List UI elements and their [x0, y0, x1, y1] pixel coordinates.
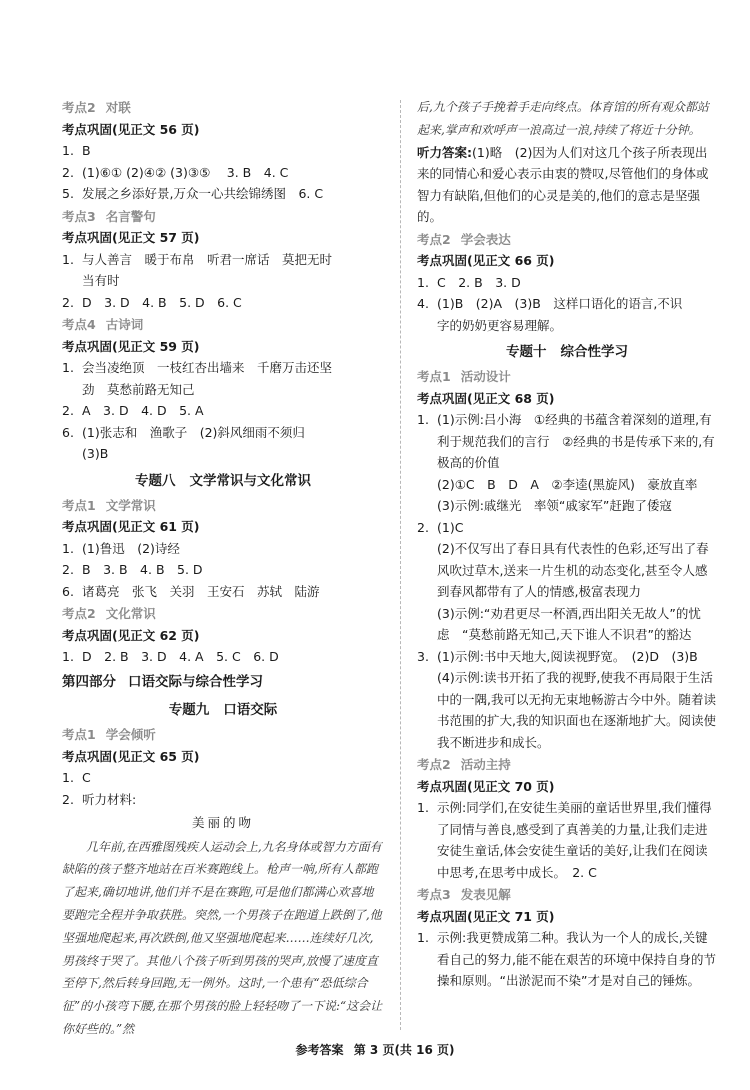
- answer-line: 1. 示例:我更赞成第二种。我认为一个人的成长,关键看自己的努力,能不能在艰苦的环境中保持自身的节操和原则。“出淤泥而不染”才是对自己的锤炼。: [417, 930, 716, 989]
- answer-line: 2. 听力材料:: [62, 791, 137, 807]
- part-heading: 第四部分 口语交际与综合性学习: [62, 673, 263, 690]
- answer-continuation: (2)①C B D A ②李逵(黑旋风) 豪放直率: [437, 476, 698, 492]
- section-heading: 考点4 古诗词: [62, 317, 144, 332]
- answer-continuation: 字的奶奶更容易理解。: [437, 317, 563, 333]
- passage-paragraph: 后,九个孩子手挽着手走向终点。体育馆的所有观众都站起来,掌声和欢呼声一浪高过一浪,持续了将近十分钟。: [417, 100, 709, 137]
- answer-line: 4. (1)B (2)A (3)B 这样口语化的语言,不识: [417, 296, 683, 312]
- section-heading: 考点1 文学常识: [62, 497, 156, 513]
- section-heading: 考点3 发表见解: [417, 887, 511, 903]
- section-heading: 考点1 学会倾听: [62, 727, 156, 743]
- answer-line: 2. D 3. D 4. B 5. D 6. C: [62, 294, 242, 310]
- answer-line: 3. (1)示例:书中天地大,阅读视野宽。 (2)D (3)B: [417, 648, 698, 664]
- answer-line: 1. C 2. B 3. D: [417, 274, 521, 290]
- answer-line: 2. B 3. B 4. B 5. D: [62, 562, 203, 578]
- page-footer: [0, 1040, 750, 1061]
- section-heading: 考点1 活动设计: [417, 369, 511, 385]
- answer-continuation: (2)不仅写出了春日具有代表性的色彩,还写出了春风吹过草木,送来一片生机的动态变化,甚至令人感到春风都带有了人的情感,极富表现力: [437, 541, 709, 600]
- practice-heading: 考点巩固(见正文 57 页): [62, 230, 200, 245]
- practice-heading: 考点巩固(见正文 66 页): [417, 253, 555, 269]
- answer-line: 1. 会当凌绝顶 一枝红杏出墙来 千磨万击还坚: [62, 360, 333, 375]
- answer-line: 1. D 2. B 3. D 4. A 5. C 6. D: [62, 649, 279, 665]
- section-heading: 考点3 名言警句: [62, 208, 156, 224]
- handwritten-passage: [417, 96, 717, 142]
- answer-line: 2. A 3. D 4. D 5. A: [62, 403, 204, 418]
- handwritten-passage: [62, 836, 384, 1041]
- practice-heading: 考点巩固(见正文 61 页): [62, 519, 200, 535]
- answer-line: 6. (1)张志和 渔歌子 (2)斜风细雨不须归: [62, 424, 305, 440]
- answer-line: 6. 诸葛亮 张飞 关羽 王安石 苏轼 陆游: [62, 583, 320, 599]
- listening-answer: 听力答案:(1)略 (2)因为人们对这几个孩子所表现出来的同情心和爱心表示由衷的赞叹,尽管他们的身体或智力有缺陷,但他们的心灵是美的,他们的意志是坚强的。: [417, 144, 709, 225]
- left-column: [62, 96, 384, 1041]
- answer-line: 1. C: [62, 770, 91, 786]
- practice-heading: 考点巩固(见正文 70 页): [417, 778, 555, 794]
- answer-continuation: (3)示例:戚继光 率领“戚家军”赶跑了倭寇: [437, 498, 672, 514]
- answer-line: 1. (1)鲁迅 (2)诗经: [62, 540, 180, 556]
- practice-heading: 考点巩固(见正文 71 页): [417, 908, 555, 924]
- footer-label: 参考答案: [295, 1043, 344, 1057]
- answer-continuation: 当有时: [82, 273, 120, 288]
- section-heading: 考点2 学会表达: [417, 231, 511, 247]
- answer-continuation: 劲 莫愁前路无知己: [82, 381, 195, 397]
- answer-line: 1. B: [62, 143, 91, 158]
- practice-heading: 考点巩固(见正文 65 页): [62, 748, 200, 764]
- answer-line: 1. (1)示例:吕小海 ①经典的书蕴含着深刻的道理,有利于规范我们的言行 ②经典的书是传承下来的,有极高的价值: [417, 412, 715, 471]
- answer-continuation: (3)B: [82, 446, 109, 461]
- section-heading: 考点2 对联: [62, 100, 131, 115]
- answer-line: 1. 与人善言 暖于布帛 听君一席话 莫把无时: [62, 251, 333, 267]
- answer-line: 1. 示例:同学们,在安徒生美丽的童话世界里,我们懂得了同情与善良,感受到了真善美的力量,让我们走进安徒生童话,体会安徒生童话的美好,让我们在阅读中思考,在思考中成长。 2. C: [417, 800, 712, 880]
- answer-line: 2. (1)C: [417, 519, 464, 535]
- practice-heading: 考点巩固(见正文 59 页): [62, 338, 200, 354]
- section-heading: 考点2 文化常识: [62, 606, 156, 622]
- answer-continuation: (3)示例:“劝君更尽一杯酒,西出阳关无故人”的忧虑 “莫愁前路无知己,天下谁人不识君”的豁达: [437, 605, 701, 643]
- answer-line: 5. 发展之乡添好景,万众一心共绘锦绣图 6. C: [62, 186, 324, 201]
- page-number: 第 3 页(共 16 页): [353, 1043, 455, 1057]
- right-column: [417, 96, 717, 992]
- column-divider: [400, 100, 401, 1030]
- answer-line: 2. (1)⑥① (2)④② (3)③⑤ 3. B 4. C: [62, 164, 289, 180]
- section-heading: 考点2 活动主持: [417, 757, 511, 773]
- topic-heading: 专题九 口语交际: [168, 701, 278, 718]
- practice-heading: 考点巩固(见正文 68 页): [417, 390, 555, 406]
- passage-title: 美丽的吻: [191, 815, 254, 831]
- practice-heading: 考点巩固(见正文 62 页): [62, 627, 200, 643]
- topic-heading: 专题八 文学常识与文化常识: [135, 472, 311, 489]
- practice-heading: 考点巩固(见正文 56 页): [62, 121, 200, 137]
- topic-heading: 专题十 综合性学习: [506, 344, 628, 361]
- passage-paragraph: 几年前,在西雅图残疾人运动会上,九名身体或智力方面有缺陷的孩子整齐地站在百米赛跑线上。枪声一响,所有人都跑了起来,确切地讲,他们并不是在赛跑,可是他们都满心欢喜地要跑完全程并争取获胜。突然,一个男孩子在跑道上跌倒了,他坚强地爬起来,再次跌倒,他又坚强地爬起来……连续好几次,男孩终于哭了。其他八个孩子听到男孩的哭声,放慢了速度直至停下,然后转身回跑,无一例外。这时,一个患有“恐低综合征”的小孩弯下腰,在那个男孩的脸上轻轻吻了一下说:“这会让你好些的。”然: [62, 839, 383, 1037]
- answer-continuation: (4)示例:读书开拓了我的视野,使我不再局限于生活中的一隅,我可以无拘无束地畅游古今中外。随着读书范围的扩大,我的知识面也在逐渐地扩大。阅读使我不断进步和成长。: [437, 670, 716, 750]
